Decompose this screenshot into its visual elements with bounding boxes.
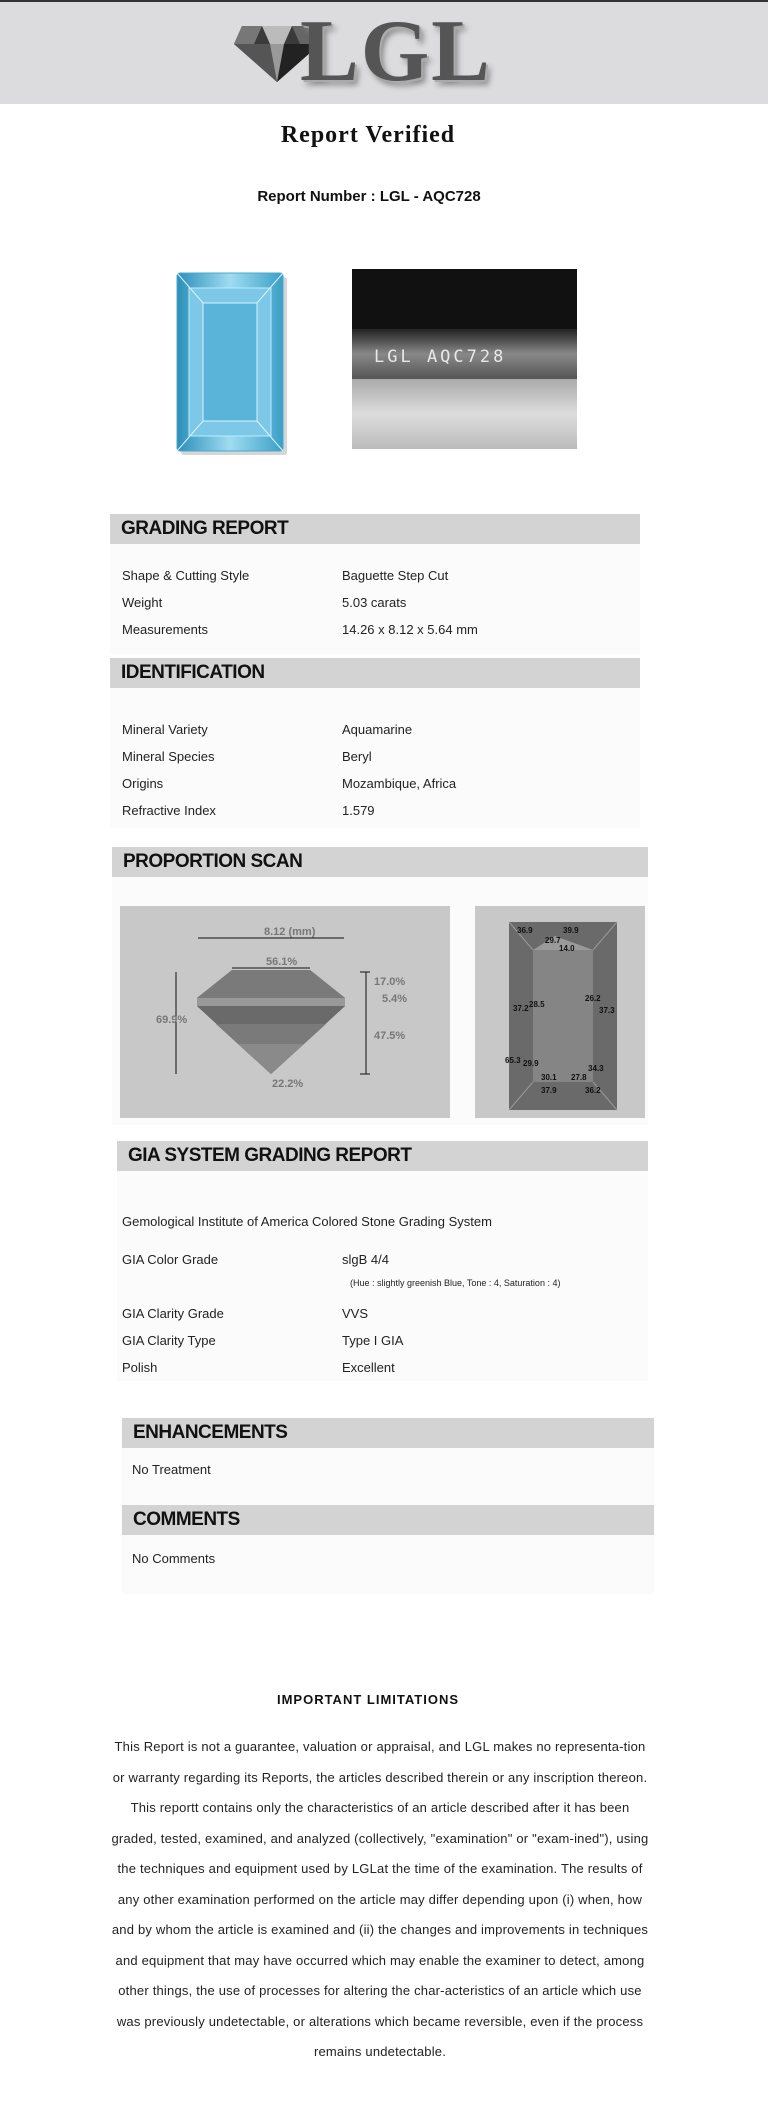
gia-heading: GIA SYSTEM GRADING REPORT	[117, 1141, 648, 1171]
grading-report-heading: GRADING REPORT	[110, 514, 640, 544]
bottom-num-1: 65.3	[505, 1056, 521, 1065]
width-label: 8.12 (mm)	[264, 926, 316, 938]
top-num-4: 14.0	[559, 944, 575, 953]
bottom-num-4: 30.1	[541, 1073, 557, 1082]
clarity-type-label: GIA Clarity Type	[122, 1333, 216, 1348]
measurements-value: 14.26 x 8.12 x 5.64 mm	[342, 622, 478, 637]
weight-value: 5.03 carats	[342, 595, 407, 610]
comments-heading: COMMENTS	[122, 1505, 654, 1535]
mineral-variety-label: Mineral Variety	[122, 722, 208, 737]
polish-value: Excellent	[342, 1360, 395, 1375]
pavilion-label: 47.5%	[374, 1030, 406, 1042]
bottom-num-5: 27.8	[571, 1073, 587, 1082]
refractive-index-label: Refractive Index	[122, 803, 216, 818]
weight-label: Weight	[122, 595, 163, 610]
depth-label: 69.9%	[156, 1014, 188, 1026]
gia-color-note: (Hue : slightly greenish Blue, Tone : 4, Saturation : 4)	[350, 1278, 561, 1288]
polish-label: Polish	[122, 1360, 158, 1375]
identification-heading: IDENTIFICATION	[110, 658, 640, 688]
bottom-num-2: 29.9	[523, 1059, 539, 1068]
top-view-diagram	[475, 906, 645, 1118]
report-number: Report Number : LGL - AQC728	[257, 188, 481, 205]
origins-label: Origins	[122, 776, 164, 791]
top-num-2: 39.9	[563, 926, 579, 935]
logo-text: LGL	[300, 3, 492, 100]
limitations-heading: IMPORTANT LIMITATIONS	[276, 1692, 460, 1707]
table-label: 56.1%	[266, 956, 298, 968]
bottom-num-3: 34.3	[588, 1064, 604, 1073]
proportion-scan-heading: PROPORTION SCAN	[112, 847, 648, 877]
mid-num-3: 26.2	[585, 994, 601, 1003]
bottom-num-6: 37.9	[541, 1086, 557, 1095]
culet-label: 22.2%	[272, 1078, 304, 1090]
crown-label: 17.0%	[374, 976, 406, 988]
gia-color-value: slgB 4/4	[342, 1252, 389, 1267]
mid-num-2: 28.5	[529, 1000, 545, 1009]
girdle-label: 5.4%	[382, 993, 408, 1005]
gia-color-label: GIA Color Grade	[122, 1252, 219, 1267]
inscription-text: LGL AQC728	[374, 347, 507, 367]
mineral-species-label: Mineral Species	[122, 749, 215, 764]
page-title: Report Verified	[280, 122, 456, 148]
measurements-label: Measurements	[122, 622, 208, 637]
mid-num-4: 37.3	[599, 1006, 615, 1015]
comments-value: No Comments	[132, 1551, 216, 1566]
mid-num-1: 37.2	[513, 1004, 529, 1013]
profile-diagram	[120, 906, 450, 1118]
mineral-variety-value: Aquamarine	[342, 722, 413, 737]
refractive-index-value: 1.579	[342, 803, 375, 818]
gia-system-text: Gemological Institute of America Colored Stone Grading System	[122, 1214, 492, 1229]
gem-photo	[133, 268, 328, 460]
top-num-3: 29.7	[545, 936, 561, 945]
clarity-grade-label: GIA Clarity Grade	[122, 1306, 224, 1321]
limitations-text: This Report is not a guarantee, valuation or appraisal, and LGL makes no representa-tion or warranty regarding its Reports, the articles described therein or any inscription thereon. This reportt contains only the characteristics of an article described after it has been graded, tested, examined, and analyzed (collectively, "examination" or "exam-ined"), using the techniques and equipment used by LGLat the time of the examination. The results of any other examination performed on the article may differ depending upon (i) when, how and by whom the article is examined and (ii) the changes and improvements in techniques and equipment that may have occurred which may enable the examiner to detect, among other things, the use of processes for altering the char-acteristics of an article which use was previously undetectable, or alterations which became reversible, even if the process remains undetectable.	[111, 1739, 649, 2059]
enhancements-heading: ENHANCEMENTS	[122, 1418, 654, 1448]
enhancements-value: No Treatment	[132, 1462, 211, 1477]
top-num-1: 36.9	[517, 926, 533, 935]
bottom-num-7: 36.2	[585, 1086, 601, 1095]
origins-value: Mozambique, Africa	[342, 776, 457, 791]
shape-value: Baguette Step Cut	[342, 568, 449, 583]
inscription-photo	[352, 269, 577, 449]
clarity-type-value: Type I GIA	[342, 1333, 404, 1348]
shape-label: Shape & Cutting Style	[122, 568, 250, 583]
mineral-species-value: Beryl	[342, 749, 372, 764]
clarity-grade-value: VVS	[342, 1306, 369, 1321]
